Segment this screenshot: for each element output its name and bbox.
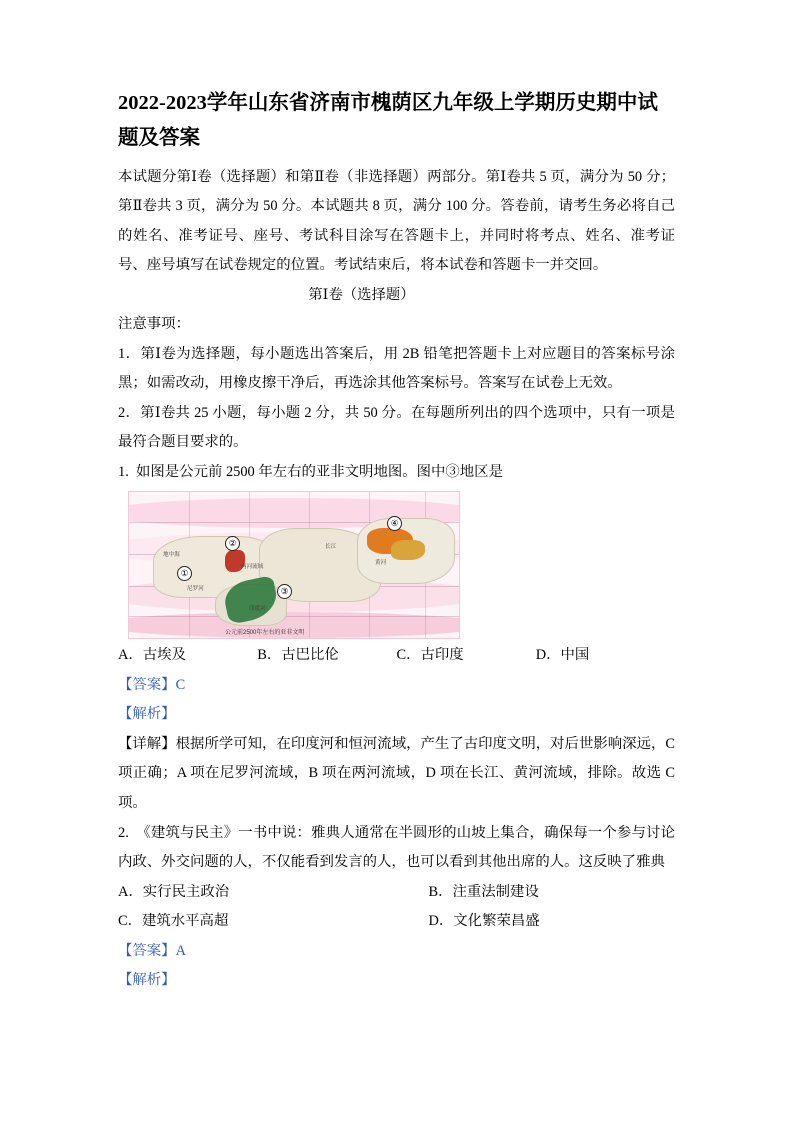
map-label-mediterranean: 地中海: [163, 552, 180, 559]
question-2-options-row-2: [118, 907, 675, 937]
asia-africa-civilization-map: [128, 491, 460, 639]
question-2-text: 《建筑与民主》一书中说：雅典人通常在半圆形的山坡上集合，确保每一个参与讨论内政、外交问题的人，不仅能看到发言的人，也可以看到其他出席的人。这反映了雅典: [118, 824, 675, 871]
answer-label: 【答案】: [118, 942, 176, 959]
question-1-number: 1.: [118, 463, 129, 480]
map-marker-4: ④: [387, 516, 402, 531]
question-2-stem: [118, 819, 675, 878]
question-1-answer: [118, 671, 675, 701]
map-marker-2: ②: [225, 536, 240, 551]
question-1-detail: 【详解】根据所学可知，在印度河和恒河流域，产生了古印度文明，对后世影响深远，C 项正确；A 项在尼罗河流域，B 项在两河流域，D 项在长江、黄河流域，排除。故选 C 项。: [118, 735, 675, 811]
question-2-option-a[interactable]: A．实行民主政治: [118, 883, 230, 900]
question-1-options: [118, 641, 675, 671]
question-1-option-a[interactable]: A．古埃及: [118, 647, 186, 664]
notice-label: 注意事项：: [118, 316, 190, 333]
section-heading: 第Ⅰ卷（选择题）: [308, 286, 415, 303]
question-2-option-b[interactable]: B．注重法制建设: [428, 883, 539, 900]
map-gridline: [129, 616, 459, 617]
question-2-option-c[interactable]: C．建筑水平高超: [118, 913, 229, 930]
question-2-options-row-1: [118, 878, 675, 908]
question-1-stem: [118, 458, 675, 488]
map-label-two-rivers: 两河流域: [241, 564, 264, 571]
question-2-analysis-label: 【解析】: [118, 972, 176, 989]
question-1-figure: [118, 491, 675, 639]
map-label-yangtze: 长江: [325, 544, 337, 551]
map-label-yellow-river: 黄河: [375, 560, 387, 567]
map-region-china-yangtze: [391, 540, 425, 560]
notice-item-2: 2．第Ⅰ卷共 25 小题，每小题 2 分，共 50 分。在每题所列出的四个选项中，只有一项是最符合题目要求的。: [118, 404, 675, 451]
answer-value: A: [175, 942, 186, 959]
question-2-option-d[interactable]: D．文化繁荣昌盛: [428, 913, 540, 930]
map-label-nile: 尼罗河: [187, 586, 204, 593]
question-1-option-b[interactable]: B．古巴比伦: [257, 647, 339, 664]
question-1-option-c[interactable]: C．古印度: [396, 647, 464, 664]
map-legend: 公元前2500年左右的亚非文明: [225, 630, 305, 637]
question-2-number: 2.: [118, 824, 129, 841]
question-1-text: 如图是公元前 2500 年左右的亚非文明地图。图中③地区是: [136, 463, 503, 480]
question-2-answer: [118, 937, 675, 967]
map-marker-1: ①: [177, 566, 192, 581]
question-1-analysis-label: 【解析】: [118, 706, 176, 723]
map-marker-3: ③: [277, 584, 292, 599]
notice-item-1: 1．第Ⅰ卷为选择题，每小题选出答案后，用 2B 铅笔把答题卡上对应题目的答案标号涂黑；如需改动，用橡皮擦干净后，再选涂其他答案标号。答案写在试卷上无效。: [118, 345, 675, 392]
question-1-option-d[interactable]: D．中国: [535, 647, 590, 664]
answer-label: 【答案】: [118, 676, 176, 693]
page-title: 2022-2023学年山东省济南市槐荫区九年级上学期历史期中试题及答案: [118, 92, 658, 150]
intro-paragraph: 本试题分第Ⅰ卷（选择题）和第Ⅱ卷（非选择题）两部分。第Ⅰ卷共 5 页，满分为 50 分；第Ⅱ卷共 3 页，满分为 50 分。本试题共 8 页，满分 100 分。答卷前，请考生务必将自己的姓名、准考证号、座号、考试科目涂写在答题卡上，并同时将考点、姓名、准考证号、座号填写在试卷规定的位置。考试结束后，将本试卷和答题卡一并交回。: [118, 168, 675, 274]
map-label-indus: 印度河: [249, 606, 266, 613]
answer-value: C: [175, 676, 186, 693]
